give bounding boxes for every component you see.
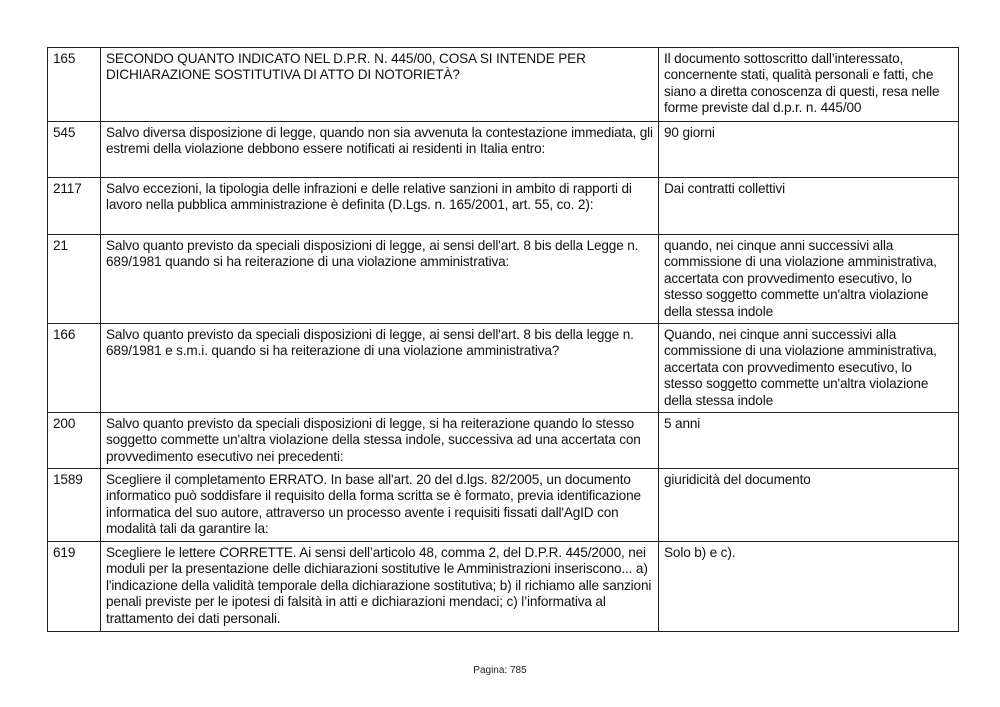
question-number: 1589 xyxy=(48,469,101,542)
table-row xyxy=(48,469,959,542)
table-row xyxy=(48,48,959,122)
questions-table xyxy=(47,47,959,632)
question-number: 165 xyxy=(48,48,101,122)
question-number: 619 xyxy=(48,542,101,632)
question-text: Salvo quanto previsto da speciali disposizioni di legge, ai sensi dell'art. 8 bis della Legge n. 689/1981 quando si ha reiterazione di una violazione amministrativa: xyxy=(101,235,659,324)
question-number: 21 xyxy=(48,235,101,324)
question-text: Salvo quanto previsto da speciali disposizioni di legge, ai sensi dell'art. 8 bis della legge n. 689/1981 e s.m.i. quando si ha reiterazione di una violazione amministrativa? xyxy=(101,324,659,413)
question-text: Salvo quanto previsto da speciali disposizioni di legge, si ha reiterazione quando lo stesso soggetto commette un'altra violazione della stessa indole, successiva ad una accertata con provvedimento esecutivo nei precedenti: xyxy=(101,413,659,469)
question-number: 545 xyxy=(48,122,101,178)
question-number: 200 xyxy=(48,413,101,469)
question-text: Scegliere le lettere CORRETTE. Ai sensi dell’articolo 48, comma 2, del D.P.R. 445/2000, nei moduli per la presentazione delle dichiarazioni sostitutive le Amministrazioni inseriscono... a) l'indicazione della validità temporale della dichiarazione sostitutiva; b) il richiamo alle sanzioni penali previste per le ipotesi di falsità in atti e dichiarazioni mendaci; c) l’informativa al trattamento dei dati personali. xyxy=(101,542,659,632)
page-number: Pagina: 785 xyxy=(473,665,527,676)
table-row xyxy=(48,122,959,178)
answer-text: quando, nei cinque anni successivi alla commissione di una violazione amministrativa, accertata con provvedimento esecutivo, lo stesso soggetto commette un'altra violazione della stessa indole xyxy=(659,235,959,324)
question-text: Salvo diversa disposizione di legge, quando non sia avvenuta la contestazione immediata, gli estremi della violazione debbono essere notificati ai residenti in Italia entro: xyxy=(101,122,659,178)
answer-text: Quando, nei cinque anni successivi alla commissione di una violazione amministrativa, accertata con provvedimento esecutivo, lo stesso soggetto commette un'altra violazione della stessa indole xyxy=(659,324,959,413)
table-row xyxy=(48,178,959,235)
table-row xyxy=(48,324,959,413)
question-text: Salvo eccezioni, la tipologia delle infrazioni e delle relative sanzioni in ambito di rapporti di lavoro nella pubblica amministrazione è definita (D.Lgs. n. 165/2001, art. 55, co. 2): xyxy=(101,178,659,235)
answer-text: giuridicità del documento xyxy=(659,469,959,542)
answer-text: Solo b) e c). xyxy=(659,542,959,632)
question-text: SECONDO QUANTO INDICATO NEL D.P.R. N. 445/00, COSA SI INTENDE PER DICHIARAZIONE SOSTITUTIVA DI ATTO DI NOTORIETÀ? xyxy=(101,48,659,122)
question-number: 2117 xyxy=(48,178,101,235)
question-number: 166 xyxy=(48,324,101,413)
table-row xyxy=(48,542,959,632)
answer-text: Dai contratti collettivi xyxy=(659,178,959,235)
question-text: Scegliere il completamento ERRATO. In base all'art. 20 del d.lgs. 82/2005, un documento informatico può soddisfare il requisito della forma scritta se è formato, previa identificazione informatica del suo autore, attraverso un processo avente i requisiti fissati dall'AgID con modalità tali da garantire la: xyxy=(101,469,659,542)
table-row xyxy=(48,413,959,469)
answer-text: 90 giorni xyxy=(659,122,959,178)
table-row xyxy=(48,235,959,324)
answer-text: 5 anni xyxy=(659,413,959,469)
answer-text: Il documento sottoscritto dall’interessato, concernente stati, qualità personali e fatti, che siano a diretta conoscenza di questi, resa nelle forme previste dal d.p.r. n. 445/00 xyxy=(659,48,959,122)
